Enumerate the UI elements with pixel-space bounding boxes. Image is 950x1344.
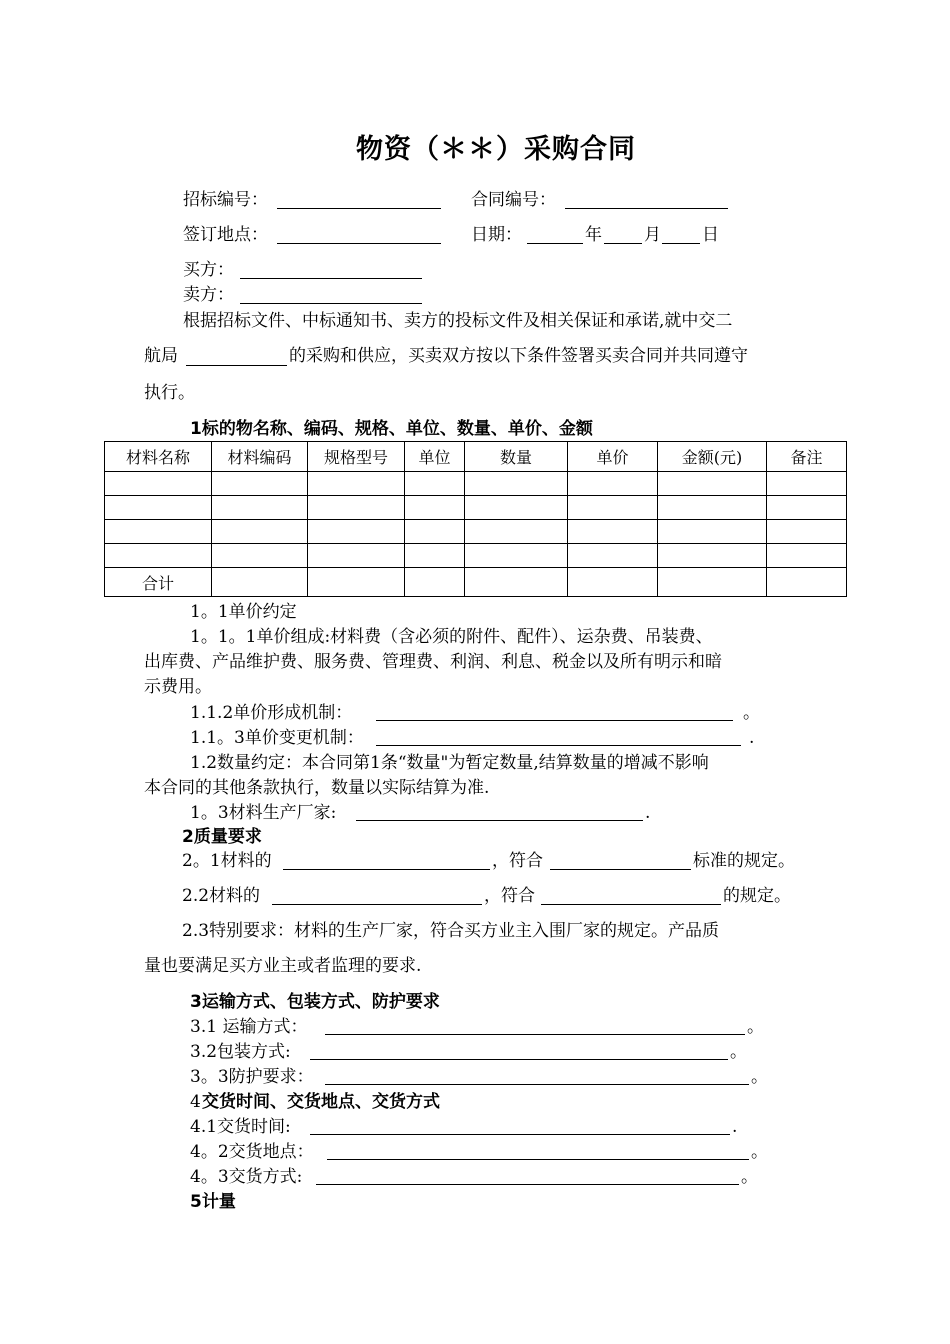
clause-1-2-line-2: 本合同的其他条款执行，数量以实际结算为准. — [144, 778, 490, 798]
table-cell[interactable] — [658, 520, 767, 544]
table-header-row — [105, 442, 847, 472]
standard-field[interactable] — [550, 869, 691, 870]
table-cell[interactable] — [767, 568, 847, 597]
clause-1-1-2-label: 1.1.2单价形成机制： — [190, 703, 353, 723]
table-cell[interactable] — [212, 544, 308, 568]
bid-no-field[interactable] — [277, 208, 441, 209]
section-2-heading: 2质量要求 — [182, 827, 262, 847]
table-cell[interactable] — [212, 568, 308, 597]
intro-line-2a: 航局 — [144, 346, 178, 366]
clause-3-1-end: 。 — [747, 1017, 764, 1037]
clause-1-1-1-line-1: 1。1。1单价组成:材料费（含必须的附件、配件）、运杂费、吊装费、 — [190, 627, 713, 647]
clause-3-2-label: 3.2包装方式: — [190, 1042, 291, 1062]
clause-2-1-c: 标准的规定。 — [693, 851, 795, 871]
table-cell[interactable] — [658, 496, 767, 520]
clause-3-1-label: 3.1 运输方式： — [190, 1017, 308, 1037]
packaging-field[interactable] — [310, 1059, 728, 1060]
material-spec-field-2[interactable] — [272, 904, 482, 905]
table-cell[interactable] — [405, 472, 465, 496]
clause-1-1: 1。1单价约定 — [190, 602, 297, 622]
clause-4-3-end: 。 — [741, 1167, 758, 1187]
contract-no-label: 合同编号： — [471, 190, 556, 210]
section-4-number: 4 — [190, 1092, 201, 1112]
clause-2-2-c: 的规定。 — [723, 886, 791, 906]
clause-1-3-label: 1。3材料生产厂家: — [190, 803, 337, 823]
table-total-label: 合计 — [105, 568, 212, 597]
table-cell[interactable] — [308, 544, 405, 568]
date-label: 日期： — [471, 225, 522, 245]
section-4-heading: 交货时间、交货地点、交货方式 — [202, 1092, 440, 1112]
clause-3-3-end: 。 — [751, 1067, 768, 1087]
project-name-field[interactable] — [186, 365, 287, 366]
table-cell[interactable] — [405, 520, 465, 544]
clause-2-2-b: ，符合 — [484, 886, 535, 906]
table-cell[interactable] — [465, 568, 568, 597]
date-day-label: 日 — [702, 225, 719, 245]
table-cell[interactable] — [658, 472, 767, 496]
clause-4-1-end: . — [732, 1117, 738, 1137]
table-cell[interactable] — [405, 496, 465, 520]
clause-4-3-label: 4。3交货方式: — [190, 1167, 303, 1187]
table-cell[interactable] — [405, 544, 465, 568]
clause-2-3-line-1: 2.3特别要求：材料的生产厂家，符合买方业主入围厂家的规定。产品质 — [182, 921, 720, 941]
table-cell[interactable] — [465, 496, 568, 520]
contract-no-field[interactable] — [565, 208, 728, 209]
table-cell[interactable] — [568, 520, 658, 544]
clause-1-1-1-line-2: 出库费、产品维护费、服务费、管理费、利润、利息、税金以及所有明示和暗 — [144, 652, 722, 672]
table-cell[interactable] — [308, 472, 405, 496]
table-cell[interactable] — [212, 496, 308, 520]
table-header-cell: 单价 — [568, 442, 658, 472]
delivery-time-field[interactable] — [310, 1134, 730, 1135]
table-cell[interactable] — [767, 520, 847, 544]
material-spec-field-1[interactable] — [283, 869, 490, 870]
delivery-place-field[interactable] — [327, 1159, 749, 1160]
materials-table — [104, 441, 847, 597]
intro-line-2b: 的采购和供应，买卖双方按以下条件签署买卖合同并共同遵守 — [289, 346, 748, 366]
table-cell[interactable] — [568, 496, 658, 520]
intro-line-3: 执行。 — [144, 383, 195, 403]
sign-place-field[interactable] — [277, 243, 441, 244]
table-cell[interactable] — [212, 472, 308, 496]
date-day-field[interactable] — [662, 243, 700, 244]
clause-4-2-label: 4。2交货地点： — [190, 1142, 314, 1162]
table-cell[interactable] — [658, 568, 767, 597]
clause-1-2-line-1: 1.2数量约定：本合同第1条“数量"为暂定数量,结算数量的增减不影响 — [190, 753, 709, 773]
table-row — [105, 472, 847, 496]
date-month-field[interactable] — [604, 243, 642, 244]
table-header-cell: 数量 — [465, 442, 568, 472]
table-cell[interactable] — [308, 496, 405, 520]
regulation-field[interactable] — [541, 904, 721, 905]
table-row — [105, 496, 847, 520]
section-5-heading: 5计量 — [190, 1192, 236, 1212]
table-cell[interactable] — [308, 568, 405, 597]
delivery-method-field[interactable] — [316, 1184, 739, 1185]
table-cell[interactable] — [568, 568, 658, 597]
buyer-field[interactable] — [240, 278, 422, 279]
clause-1-1-1-line-3: 示费用。 — [144, 677, 212, 697]
table-header-cell: 材料编码 — [212, 442, 308, 472]
bid-no-label: 招标编号： — [183, 190, 268, 210]
table-header-cell: 备注 — [767, 442, 847, 472]
table-cell[interactable] — [465, 544, 568, 568]
transport-field[interactable] — [325, 1034, 745, 1035]
clause-4-2-end: 。 — [751, 1142, 768, 1162]
seller-field[interactable] — [240, 303, 422, 304]
price-mechanism-field[interactable] — [376, 720, 733, 721]
price-change-field[interactable] — [376, 745, 741, 746]
clause-2-1-b: ，符合 — [492, 851, 543, 871]
protection-field[interactable] — [325, 1084, 749, 1085]
buyer-label: 买方： — [183, 260, 234, 280]
table-row — [105, 520, 847, 544]
table-header-cell: 金额(元) — [658, 442, 767, 472]
table-total-row — [105, 568, 847, 597]
clause-1-3-end: . — [645, 803, 651, 823]
table-cell[interactable] — [405, 568, 465, 597]
table-cell[interactable] — [767, 496, 847, 520]
table-header-cell: 单位 — [405, 442, 465, 472]
table-cell[interactable] — [308, 520, 405, 544]
date-year-label: 年 — [585, 225, 602, 245]
manufacturer-field[interactable] — [356, 820, 643, 821]
table-cell[interactable] — [105, 544, 212, 568]
intro-line-1: 根据招标文件、中标通知书、卖方的投标文件及相关保证和承诺,就中交二 — [183, 311, 733, 331]
table-cell[interactable] — [767, 472, 847, 496]
section-1-heading: 1标的物名称、编码、规格、单位、数量、单价、金额 — [190, 419, 593, 439]
clause-2-2-a: 2.2材料的 — [182, 886, 261, 906]
table-cell[interactable] — [568, 544, 658, 568]
clause-3-3-label: 3。3防护要求： — [190, 1067, 314, 1087]
clause-2-1-a: 2。1材料的 — [182, 851, 272, 871]
date-month-label: 月 — [644, 225, 661, 245]
table-cell[interactable] — [767, 544, 847, 568]
table-header-cell: 材料名称 — [105, 442, 212, 472]
table-cell[interactable] — [568, 472, 658, 496]
table-cell[interactable] — [105, 520, 212, 544]
seller-label: 卖方： — [183, 285, 234, 305]
clause-2-3-line-2: 量也要满足买方业主或者监理的要求. — [144, 956, 422, 976]
section-3-heading: 3运输方式、包装方式、防护要求 — [190, 992, 440, 1012]
table-cell[interactable] — [105, 496, 212, 520]
table-cell[interactable] — [105, 472, 212, 496]
table-header-cell: 规格型号 — [308, 442, 405, 472]
clause-1-1-3-label: 1.1。3单价变更机制： — [190, 728, 364, 748]
sign-place-label: 签订地点： — [183, 225, 268, 245]
table-cell[interactable] — [465, 472, 568, 496]
table-cell[interactable] — [658, 544, 767, 568]
page-title: 物资（＊＊）采购合同 — [356, 134, 636, 165]
clause-1-1-2-end: 。 — [743, 703, 760, 723]
clause-3-2-end: 。 — [730, 1042, 747, 1062]
clause-4-1-label: 4.1交货时间: — [190, 1117, 291, 1137]
date-year-field[interactable] — [527, 243, 583, 244]
table-row — [105, 544, 847, 568]
table-cell[interactable] — [212, 520, 308, 544]
clause-1-1-3-end: . — [749, 728, 755, 748]
table-cell[interactable] — [465, 520, 568, 544]
